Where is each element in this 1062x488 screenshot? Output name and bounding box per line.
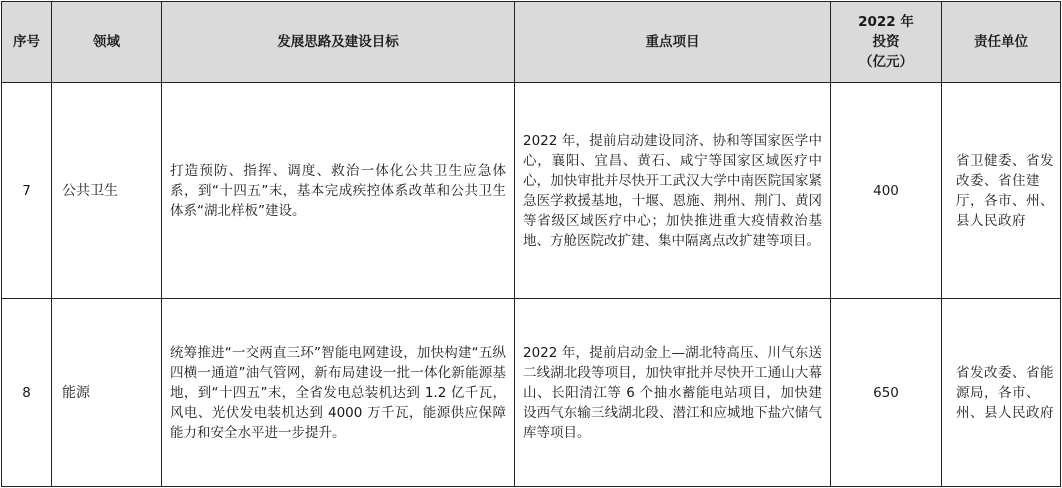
header-goals: 发展思路及建设目标 xyxy=(162,2,515,83)
row-field: 公共卫生 xyxy=(52,83,162,299)
header-projects: 重点项目 xyxy=(515,2,831,83)
row-investment: 650 xyxy=(831,299,942,487)
header-investment-label: 投资 xyxy=(872,34,900,50)
row-responsible: 省卫健委、省发改委、省住建厅，各市、州、县人民政府 xyxy=(942,83,1061,299)
projects-table xyxy=(1,1,1061,487)
header-investment-year: 2022 年 xyxy=(858,14,914,30)
header-investment xyxy=(831,2,942,83)
header-investment-unit: （亿元） xyxy=(859,54,913,70)
row-responsible: 省发改委、省能源局，各市、州、县人民政府 xyxy=(942,299,1061,487)
header-responsible: 责任单位 xyxy=(942,2,1061,83)
row-projects: 2022 年，提前启动建设同济、协和等国家医学中心，襄阳、宜昌、黄石、咸宁等国家区域医疗中心，加快审批并尽快开工武汉大学中南医院国家紧急医学救援基地，十堰、恩施、荆州、荆门、黄冈等省级区域医疗中心；加快推进重大疫情救治基地、方舱医院改扩建、集中隔离点改扩建等项目。 xyxy=(515,83,831,299)
header-field: 领域 xyxy=(52,2,162,83)
table-header-row xyxy=(2,2,1061,83)
row-index: 8 xyxy=(2,299,52,487)
row-investment: 400 xyxy=(831,83,942,299)
row-goals: 打造预防、指挥、调度、救治一体化公共卫生应急体系，到“十四五”末，基本完成疾控体系改革和公共卫生体系“湖北样板”建设。 xyxy=(162,83,515,299)
row-field: 能源 xyxy=(52,299,162,487)
table-row xyxy=(2,299,1061,487)
table-row xyxy=(2,83,1061,299)
row-projects: 2022 年，提前启动金上—湖北特高压、川气东送二线湖北段等项目，加快审批并尽快开工通山大幕山、长阳清江等 6 个抽水蓄能电站项目，加快建设西气东输三线湖北段、潜江和应城地下盐穴储气库等项目。 xyxy=(515,299,831,487)
row-index: 7 xyxy=(2,83,52,299)
row-goals: 统筹推进“一交两直三环”智能电网建设，加快构建“五纵四横一通道”油气管网，新布局建设一批一体化新能源基地，到“十四五”末，全省发电总装机达到 1.2 亿千瓦，风电、光伏发电装机达到 4000 万千瓦，能源供应保障能力和安全水平进一步提升。 xyxy=(162,299,515,487)
header-index: 序号 xyxy=(2,2,52,83)
